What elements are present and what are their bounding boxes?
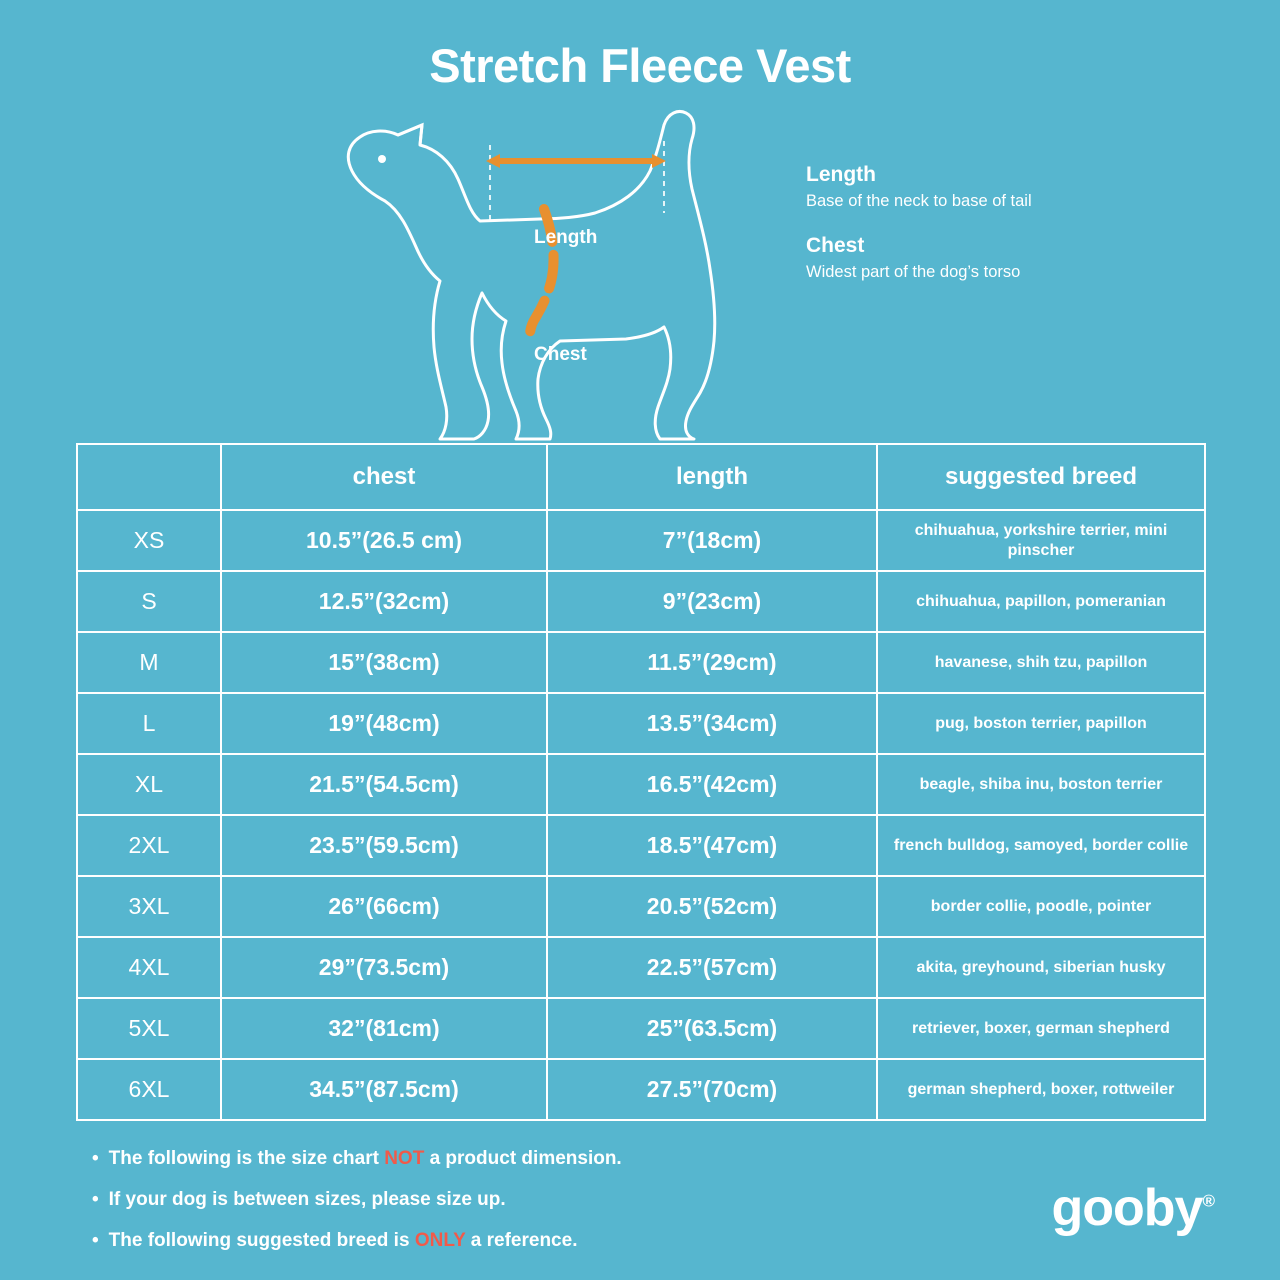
- cell-chest: 10.5”(26.5 cm): [221, 510, 547, 571]
- chest-label: Chest: [534, 344, 587, 365]
- registered-mark: ®: [1202, 1191, 1214, 1211]
- footnote-text-post: a reference.: [465, 1230, 578, 1251]
- bullet-glyph: •: [92, 1148, 99, 1169]
- cell-length: 11.5”(29cm): [547, 632, 877, 693]
- measurement-legend: [806, 163, 1126, 305]
- length-arrow-label: Length: [534, 227, 598, 248]
- table-header-row: [77, 444, 1205, 510]
- footnote-item: [92, 1148, 852, 1170]
- table-row: [77, 998, 1205, 1059]
- cell-chest: 23.5”(59.5cm): [221, 815, 547, 876]
- table-row: [77, 937, 1205, 998]
- table-row: [77, 1059, 1205, 1120]
- cell-length: 20.5”(52cm): [547, 876, 877, 937]
- footnote-text-pre: If your dog is between sizes, please size up.: [108, 1189, 506, 1210]
- cell-length: 25”(63.5cm): [547, 998, 877, 1059]
- footnote-item: [92, 1189, 852, 1211]
- cell-length: 9”(23cm): [547, 571, 877, 632]
- cell-size: 2XL: [77, 815, 221, 876]
- footnote-highlight: NOT: [384, 1148, 425, 1169]
- cell-breed: french bulldog, samoyed, border collie: [877, 815, 1205, 876]
- cell-breed: retriever, boxer, german shepherd: [877, 998, 1205, 1059]
- cell-breed: german shepherd, boxer, rottweiler: [877, 1059, 1205, 1120]
- cell-size: 5XL: [77, 998, 221, 1059]
- footnote-highlight: ONLY: [414, 1230, 466, 1251]
- table-row: [77, 754, 1205, 815]
- column-header-size: [77, 444, 221, 510]
- cell-chest: 34.5”(87.5cm): [221, 1059, 547, 1120]
- legend-term-length: Length: [806, 163, 876, 186]
- cell-size: 3XL: [77, 876, 221, 937]
- dog-outline-icon: [290, 101, 810, 441]
- cell-size: S: [77, 571, 221, 632]
- legend-desc-chest: Widest part of the dog’s torso: [806, 263, 1021, 282]
- cell-length: 22.5”(57cm): [547, 937, 877, 998]
- cell-breed: chihuahua, yorkshire terrier, mini pinscher: [877, 510, 1205, 571]
- brand-name: gooby: [1051, 1179, 1203, 1237]
- cell-breed: chihuahua, papillon, pomeranian: [877, 571, 1205, 632]
- cell-length: 27.5”(70cm): [547, 1059, 877, 1120]
- legend-desc-length: Base of the neck to base of tail: [806, 192, 1032, 210]
- table-row: [77, 510, 1205, 571]
- cell-size: XL: [77, 754, 221, 815]
- cell-length: 18.5”(47cm): [547, 815, 877, 876]
- table-row: [77, 632, 1205, 693]
- table-row: [77, 876, 1205, 937]
- cell-length: 7”(18cm): [547, 510, 877, 571]
- table-row: [77, 815, 1205, 876]
- size-chart-table: [76, 443, 1206, 1121]
- brand-logo: [1051, 1178, 1214, 1238]
- legend-term-chest: Chest: [806, 234, 865, 258]
- size-table-wrapper: [0, 443, 1280, 1121]
- table-row: [77, 571, 1205, 632]
- cell-size: XS: [77, 510, 221, 571]
- cell-breed: beagle, shiba inu, boston terrier: [877, 754, 1205, 815]
- footnote-item: [92, 1230, 852, 1252]
- bullet-glyph: •: [92, 1189, 99, 1210]
- footnote-text-pre: The following is the size chart: [108, 1148, 385, 1169]
- cell-length: 13.5”(34cm): [547, 693, 877, 754]
- table-row: [77, 693, 1205, 754]
- cell-breed: border collie, poodle, pointer: [877, 876, 1205, 937]
- cell-chest: 32”(81cm): [221, 998, 547, 1059]
- cell-chest: 29”(73.5cm): [221, 937, 547, 998]
- cell-chest: 15”(38cm): [221, 632, 547, 693]
- cell-breed: akita, greyhound, siberian husky: [877, 937, 1205, 998]
- footnotes: [92, 1148, 852, 1271]
- column-header-breed: suggested breed: [877, 444, 1205, 510]
- cell-breed: pug, boston terrier, papillon: [877, 693, 1205, 754]
- cell-length: 16.5”(42cm): [547, 754, 877, 815]
- page-title: Stretch Fleece Vest: [429, 39, 851, 92]
- dog-measurement-diagram: [0, 101, 1280, 441]
- bullet-glyph: •: [92, 1230, 99, 1251]
- footnote-text-post: a product dimension.: [424, 1148, 622, 1169]
- cell-size: 4XL: [77, 937, 221, 998]
- column-header-length: length: [547, 444, 877, 510]
- cell-size: 6XL: [77, 1059, 221, 1120]
- cell-chest: 12.5”(32cm): [221, 571, 547, 632]
- column-header-chest: chest: [221, 444, 547, 510]
- footnote-text-pre: The following suggested breed is: [108, 1230, 415, 1251]
- cell-size: L: [77, 693, 221, 754]
- cell-breed: havanese, shih tzu, papillon: [877, 632, 1205, 693]
- cell-chest: 19”(48cm): [221, 693, 547, 754]
- cell-chest: 21.5”(54.5cm): [221, 754, 547, 815]
- cell-size: M: [77, 632, 221, 693]
- cell-chest: 26”(66cm): [221, 876, 547, 937]
